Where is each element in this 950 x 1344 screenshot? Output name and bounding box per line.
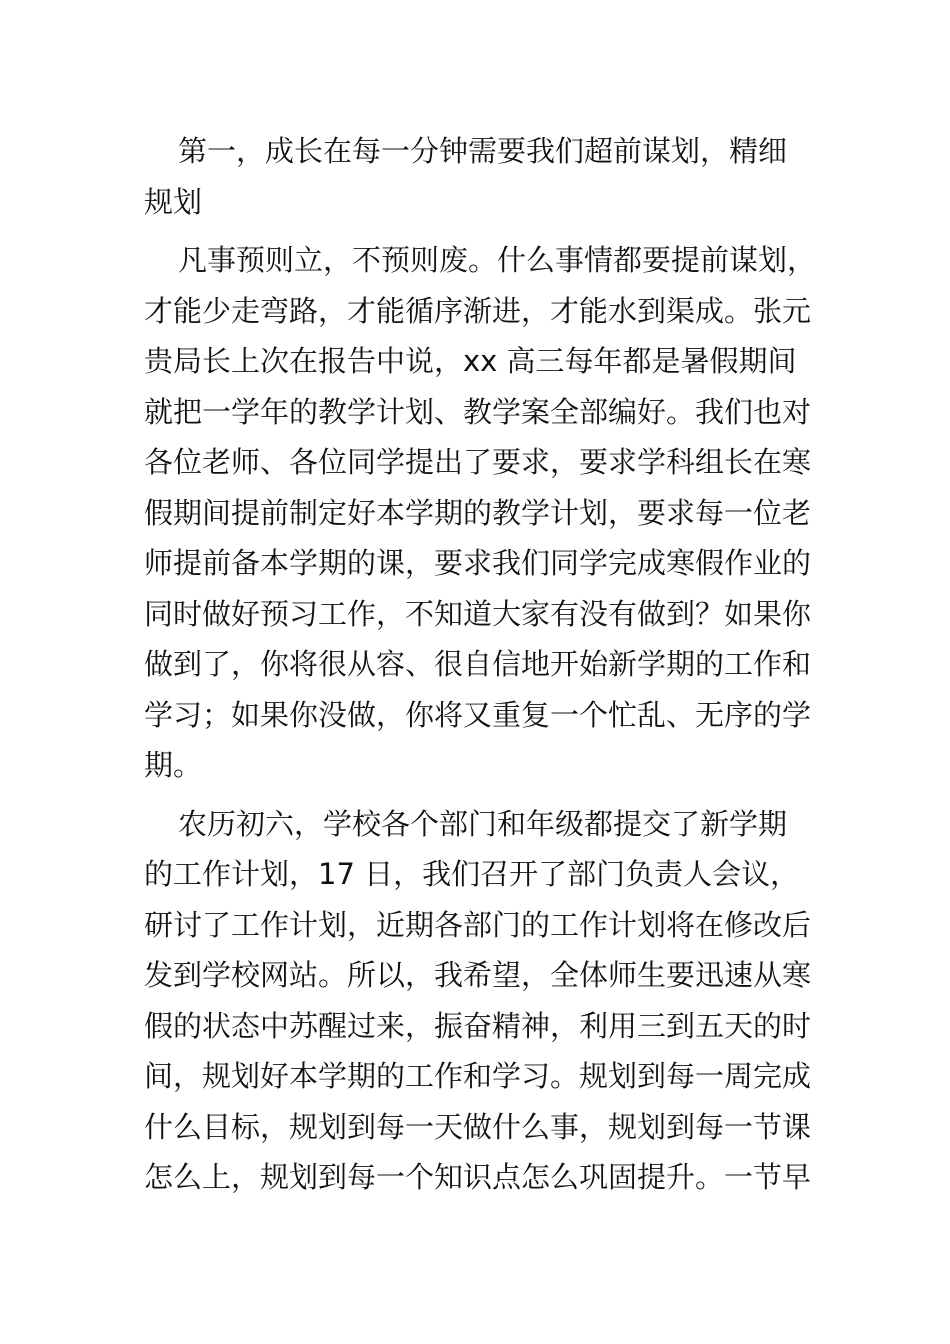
text-line: 怎么上，规划到每一个知识点怎么巩固提升。一节早 bbox=[144, 1160, 812, 1194]
text-line: 的工作计划，17 日，我们召开了部门负责人会议， bbox=[144, 857, 800, 891]
text-line: 就把一学年的教学计划、教学案全部编好。我们也对 bbox=[144, 394, 812, 429]
text-line: 凡事预则立，不预则废。什么事情都要提前谋划， bbox=[178, 243, 817, 277]
text-line: 假的状态中苏醒过来，振奋精神，利用三到五天的时 bbox=[144, 1008, 812, 1043]
text-line: 间，规划好本学期的工作和学习。规划到每一周完成 bbox=[144, 1059, 812, 1093]
text-line: 师提前备本学期的课，要求我们同学完成寒假作业的 bbox=[144, 546, 812, 580]
text-line: 研讨了工作计划，近期各部门的工作计划将在修改后 bbox=[144, 907, 812, 942]
text-line: 农历初六，学校各个部门和年级都提交了新学期 bbox=[178, 806, 788, 841]
text-line: 什么目标，规划到每一天做什么事，规划到每一节课 bbox=[144, 1109, 812, 1144]
text-line: 做到了，你将很从容、很自信地开始新学期的工作和 bbox=[144, 647, 812, 681]
text-line: 发到学校网站。所以，我希望，全体师生要迅速从寒 bbox=[144, 958, 812, 992]
text-line: 期。 bbox=[144, 748, 203, 782]
text-line: 规划 bbox=[144, 184, 203, 219]
text-line: 假期间提前制定好本学期的教学计划，要求每一位老 bbox=[144, 495, 812, 530]
text-line: 学习；如果你没做，你将又重复一个忙乱、无序的学 bbox=[144, 697, 812, 732]
paragraph-heading bbox=[144, 126, 808, 227]
paragraph-work-plan bbox=[144, 799, 812, 1203]
text-line: 第一，成长在每一分钟需要我们超前谋划，精细 bbox=[178, 134, 788, 168]
text-line: 贵局长上次在报告中说，xx 高三每年都是暑假期间 bbox=[144, 344, 797, 378]
text-line: 才能少走弯路，才能循序渐进，才能水到渠成。张元 bbox=[144, 293, 812, 328]
paragraph-planning bbox=[144, 235, 817, 791]
document-body bbox=[144, 126, 817, 1203]
text-line: 各位老师、各位同学提出了要求，要求学科组长在寒 bbox=[144, 445, 812, 479]
text-line: 同时做好预习工作，不知道大家有没有做到？如果你 bbox=[144, 596, 812, 631]
